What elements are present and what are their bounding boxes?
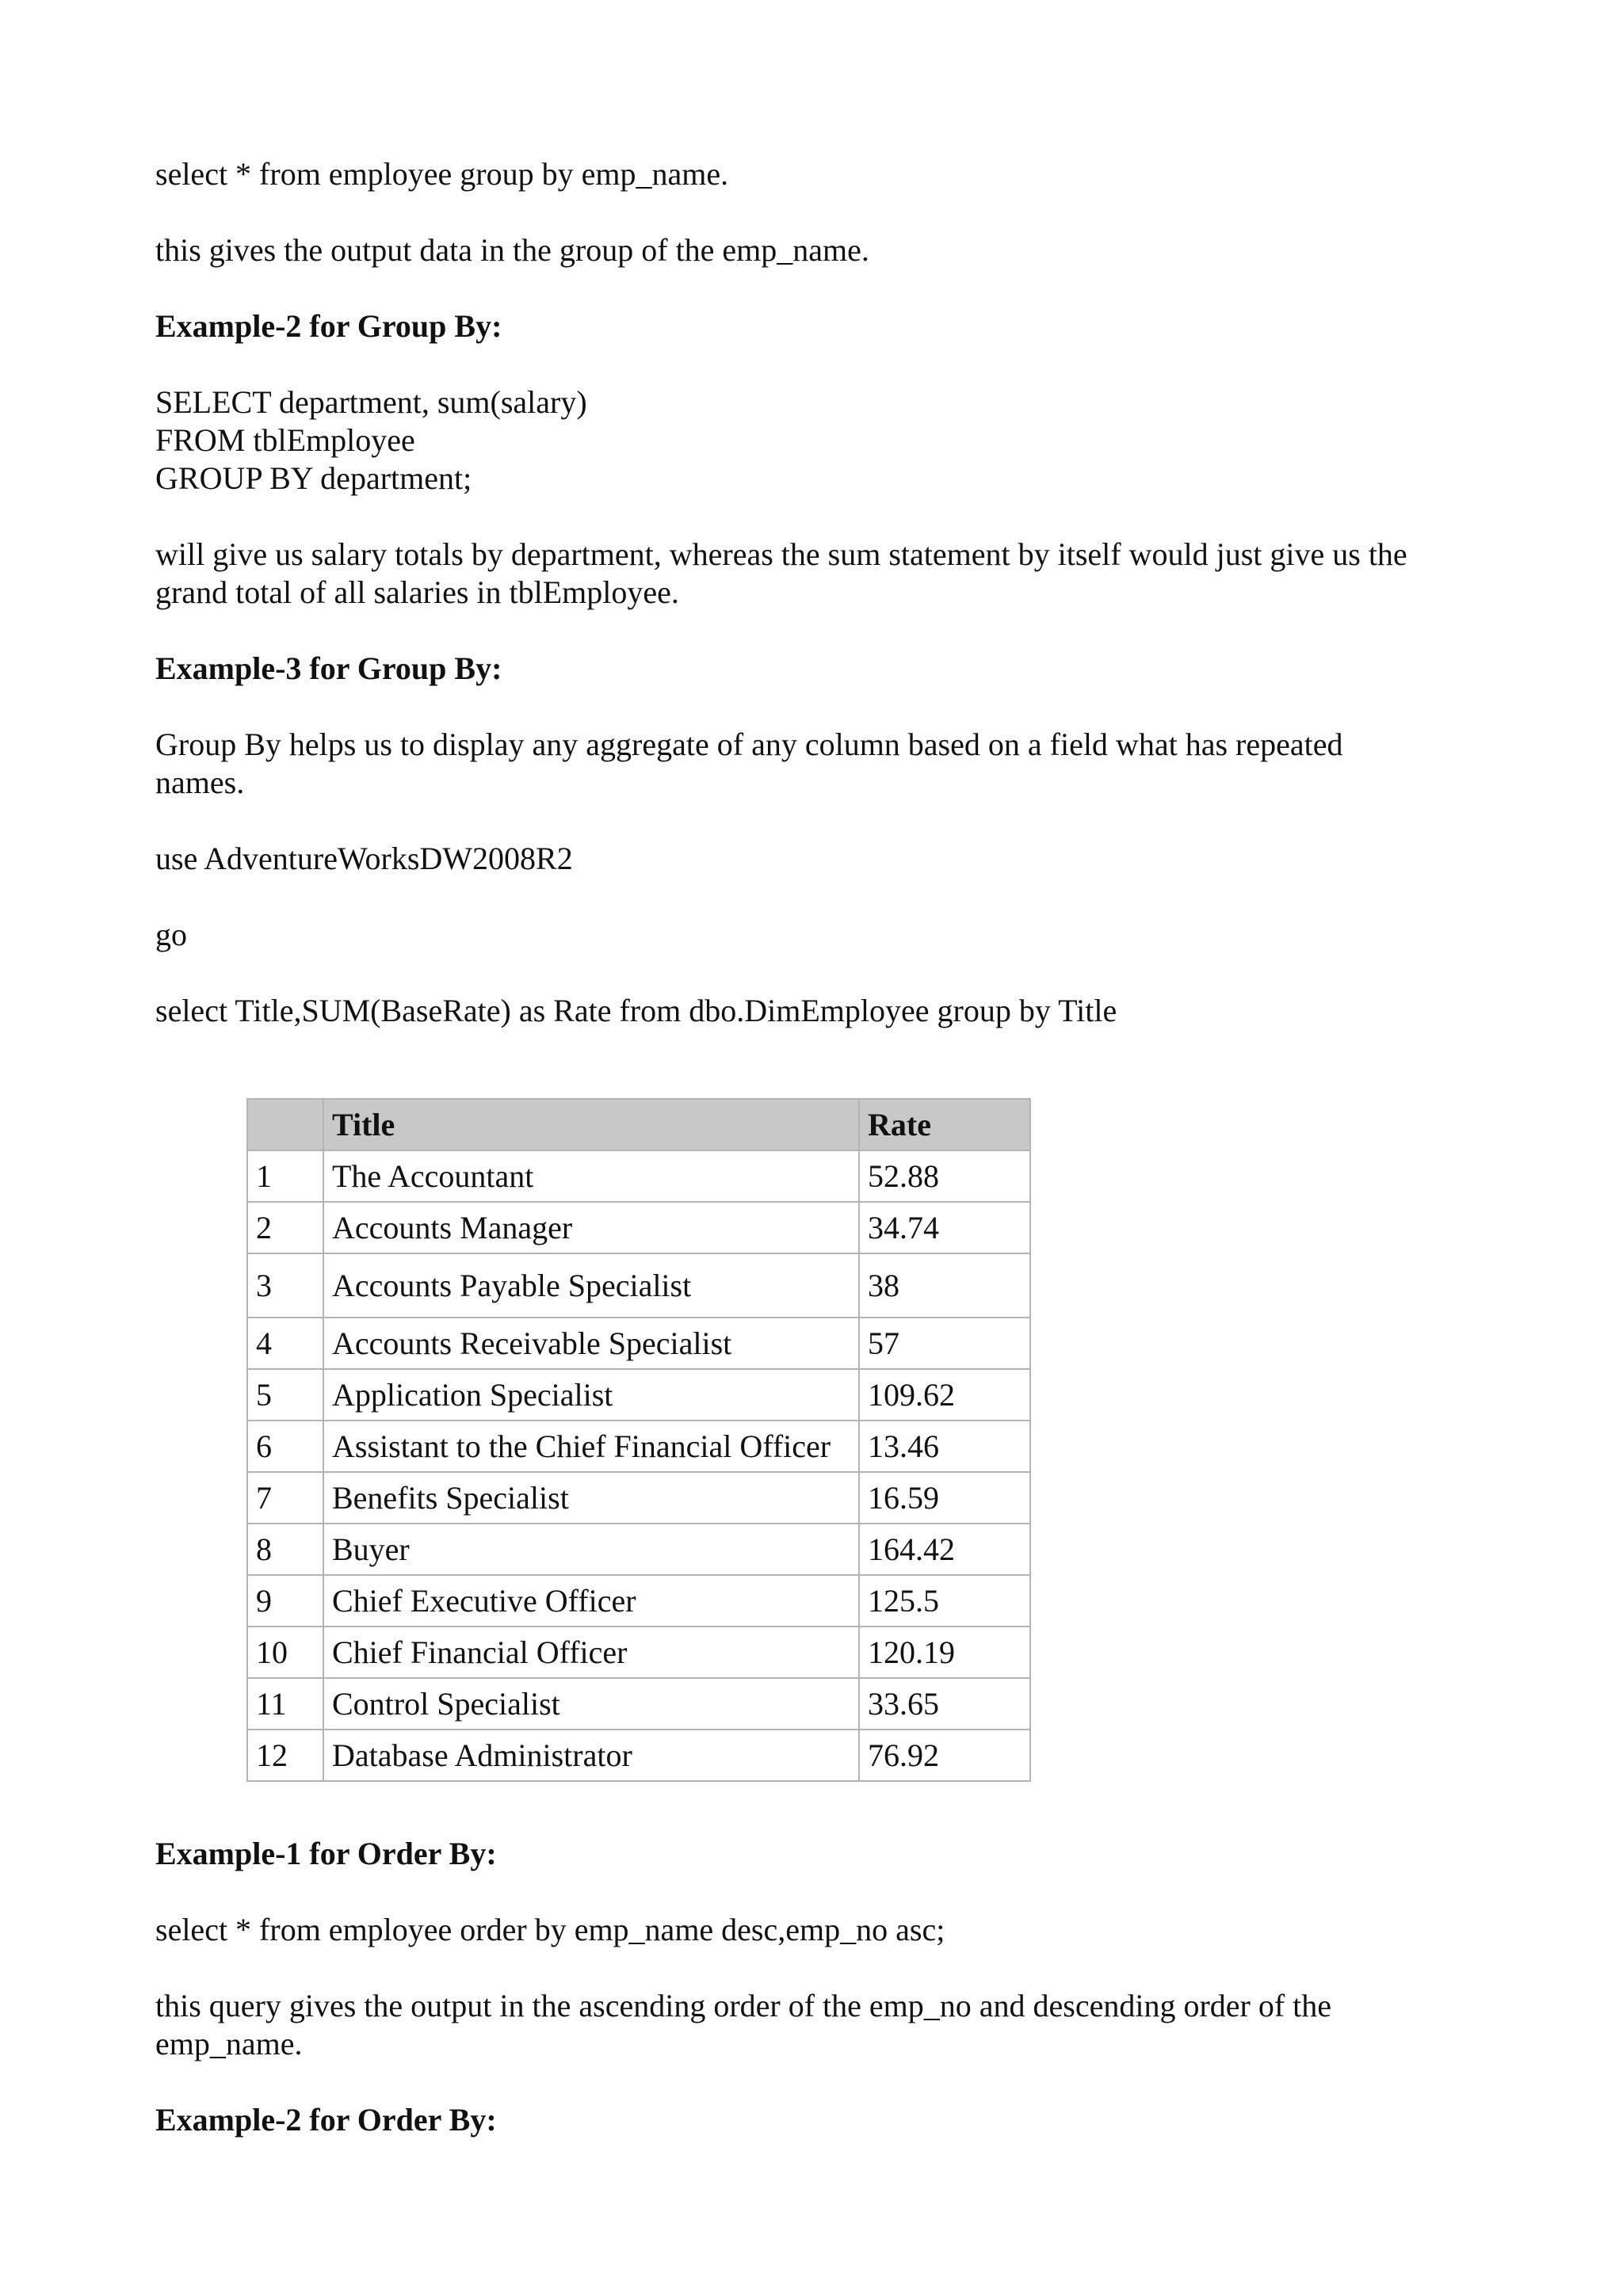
- group-by-query-1: select * from employee group by emp_name.: [155, 156, 729, 192]
- heading-example-3-group-by: Example-3 for Group By:: [155, 650, 502, 686]
- group-by-aggregate-explanation-line-2: names.: [155, 765, 245, 800]
- row-number-cell: 5: [247, 1369, 323, 1421]
- salary-totals-explanation-line-1: will give us salary totals by department, whereas the sum statement by itself would just give us the: [155, 536, 1407, 572]
- use-database-statement: use AdventureWorksDW2008R2: [155, 841, 573, 876]
- table-row: [247, 1575, 1030, 1627]
- title-cell: Accounts Receivable Specialist: [323, 1318, 859, 1369]
- rate-cell: 164.42: [859, 1524, 1030, 1575]
- row-number-cell: 1: [247, 1150, 323, 1202]
- table-row: [247, 1253, 1030, 1318]
- table-row: [247, 1524, 1030, 1575]
- title-cell: Accounts Manager: [323, 1202, 859, 1253]
- table-row: [247, 1150, 1030, 1202]
- rate-cell: 125.5: [859, 1575, 1030, 1627]
- row-number-cell: 12: [247, 1730, 323, 1781]
- rate-column-header: Rate: [859, 1099, 1030, 1150]
- title-cell: Benefits Specialist: [323, 1472, 859, 1524]
- table-row: [247, 1472, 1030, 1524]
- title-cell: Accounts Payable Specialist: [323, 1253, 859, 1318]
- title-cell: The Accountant: [323, 1150, 859, 1202]
- rate-cell: 33.65: [859, 1678, 1030, 1730]
- row-number-cell: 11: [247, 1678, 323, 1730]
- table-row: [247, 1369, 1030, 1421]
- go-statement: go: [155, 917, 187, 952]
- table-row: [247, 1730, 1030, 1781]
- table-row: [247, 1627, 1030, 1678]
- rate-cell: 13.46: [859, 1421, 1030, 1472]
- row-number-cell: 9: [247, 1575, 323, 1627]
- rate-cell: 57: [859, 1318, 1030, 1369]
- table-row: [247, 1318, 1030, 1369]
- code-line-select-department: SELECT department, sum(salary): [155, 384, 587, 420]
- heading-example-2-order-by: Example-2 for Order By:: [155, 2102, 497, 2138]
- select-title-rate-statement: select Title,SUM(BaseRate) as Rate from dbo.DimEmployee group by Title: [155, 993, 1117, 1028]
- title-cell: Buyer: [323, 1524, 859, 1575]
- row-number-cell: 7: [247, 1472, 323, 1524]
- title-cell: Control Specialist: [323, 1678, 859, 1730]
- title-cell: Chief Financial Officer: [323, 1627, 859, 1678]
- rate-cell: 34.74: [859, 1202, 1030, 1253]
- heading-example-2-group-by: Example-2 for Group By:: [155, 308, 502, 344]
- code-line-from-tblemployee: FROM tblEmployee: [155, 422, 415, 458]
- rate-cell: 16.59: [859, 1472, 1030, 1524]
- rate-cell: 38: [859, 1253, 1030, 1318]
- table-header-row: [247, 1099, 1030, 1150]
- table-row: [247, 1678, 1030, 1730]
- group-by-explanation-1: this gives the output data in the group of the emp_name.: [155, 232, 869, 268]
- rate-cell: 76.92: [859, 1730, 1030, 1781]
- group-by-aggregate-explanation-line-1: Group By helps us to display any aggregate of any column based on a field what has repeated: [155, 727, 1343, 762]
- order-by-explanation-line-2: emp_name.: [155, 2026, 303, 2061]
- row-number-cell: 3: [247, 1253, 323, 1318]
- title-cell: Database Administrator: [323, 1730, 859, 1781]
- row-number-cell: 10: [247, 1627, 323, 1678]
- order-by-query: select * from employee order by emp_name desc,emp_no asc;: [155, 1912, 945, 1947]
- rate-cell: 109.62: [859, 1369, 1030, 1421]
- title-column-header: Title: [323, 1099, 859, 1150]
- title-cell: Chief Executive Officer: [323, 1575, 859, 1627]
- row-number-cell: 4: [247, 1318, 323, 1369]
- rate-cell: 120.19: [859, 1627, 1030, 1678]
- rate-cell: 52.88: [859, 1150, 1030, 1202]
- table-row: [247, 1202, 1030, 1253]
- row-number-header: [247, 1099, 323, 1150]
- code-line-group-by-department: GROUP BY department;: [155, 460, 472, 496]
- order-by-explanation-line-1: this query gives the output in the ascending order of the emp_no and descending order of the: [155, 1988, 1332, 2023]
- title-cell: Application Specialist: [323, 1369, 859, 1421]
- row-number-cell: 6: [247, 1421, 323, 1472]
- title-cell: Assistant to the Chief Financial Officer: [323, 1421, 859, 1472]
- table-row: [247, 1421, 1030, 1472]
- row-number-cell: 8: [247, 1524, 323, 1575]
- heading-example-1-order-by: Example-1 for Order By:: [155, 1836, 497, 1871]
- salary-totals-explanation-line-2: grand total of all salaries in tblEmployee.: [155, 574, 679, 610]
- row-number-cell: 2: [247, 1202, 323, 1253]
- query-results-table: [246, 1098, 1031, 1782]
